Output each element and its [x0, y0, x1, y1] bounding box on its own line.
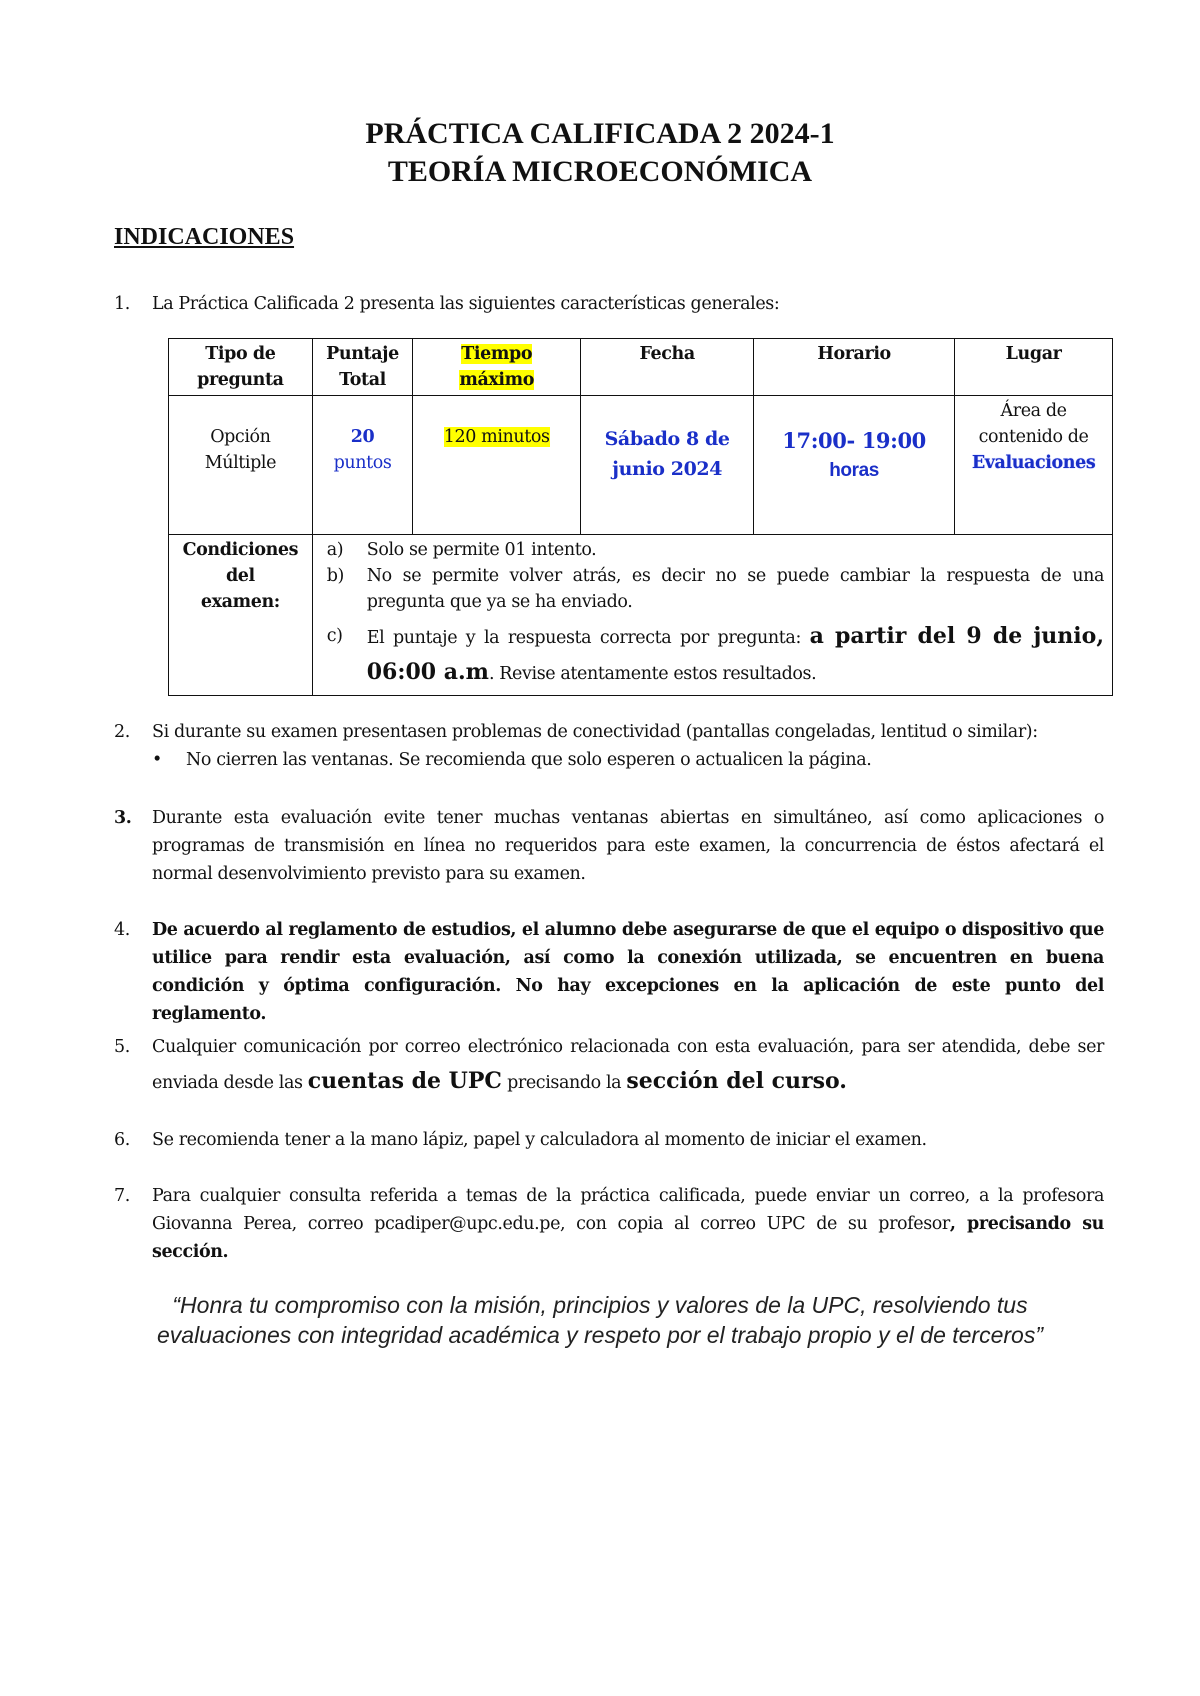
document-subtitle: TEORÍA MICROECONÓMICA	[387, 155, 813, 188]
cell-puntaje: 20 puntos	[312, 396, 413, 535]
cell-fecha: Sábado 8 de junio 2024	[581, 396, 754, 535]
item-number: 2.	[114, 722, 130, 742]
cell-lugar: Área de contenido de Evaluaciones	[955, 396, 1113, 535]
table-conditions-row	[169, 535, 1113, 696]
list-item-6	[114, 1126, 1104, 1154]
cell-tipo: Opción Múltiple	[169, 396, 313, 535]
list-item-3	[114, 804, 1104, 888]
item-number: 6.	[114, 1130, 130, 1150]
item-text: Si durante su examen presentasen problemas de conectividad (pantallas congeladas, lentitud o similar):	[152, 722, 1038, 742]
cell-conditions-list	[312, 535, 1112, 696]
list-item-5	[114, 1030, 1104, 1100]
header-cell-tiempo: Tiempo máximo	[413, 339, 581, 396]
item-number: 4.	[114, 920, 130, 940]
header-cell-puntaje: Puntaje Total	[312, 339, 413, 396]
header-cell-tipo: Tipo de pregunta	[169, 339, 313, 396]
cell-conditions-label: Condiciones del examen:	[169, 535, 313, 696]
condition-b: b) No se permite volver atrás, es decir no se puede cambiar la respuesta de una pregunta que ya se ha enviado.	[326, 566, 1104, 612]
table-header-row	[169, 339, 1113, 396]
document-title: PRÁCTICA CALIFICADA 2 2024-1	[365, 117, 835, 150]
item-text: De acuerdo al reglamento de estudios, el alumno debe asegurarse de que el equipo o dispositivo que utilice para rendir esta evaluación, así como la conexión utilizada, se encuentren en buena condición y óptima configuración. No hay excepciones en la aplicación de este punto del reglamento.	[152, 920, 1104, 1024]
condition-c: c) El puntaje y la respuesta correcta por pregunta: a partir del 9 de junio, 06:00 a.m. Revise atentamente estos resultados.	[326, 623, 1104, 685]
list-item-4	[114, 916, 1104, 1028]
item-number: 1.	[114, 294, 130, 314]
item-number: 3.	[114, 808, 132, 828]
exam-characteristics-table	[168, 338, 1113, 696]
item-text: Se recomienda tener a la mano lápiz, papel y calculadora al momento de iniciar el examen.	[152, 1130, 927, 1150]
item-text: La Práctica Calificada 2 presenta las siguientes características generales:	[152, 294, 780, 314]
integrity-quote-line-2: evaluaciones con integridad académica y respeto por el trabajo propio y el de terceros”	[156, 1322, 1043, 1348]
table-row	[169, 396, 1113, 535]
bullet-text: No cierren las ventanas. Se recomienda que solo esperen o actualicen la página.	[186, 750, 872, 770]
integrity-quote-line-1: “Honra tu compromiso con la misión, principios y valores de la UPC, resolviendo tus	[172, 1292, 1028, 1318]
header-cell-fecha: Fecha	[581, 339, 754, 396]
item-number: 7.	[114, 1186, 130, 1206]
section-heading: INDICACIONES	[114, 224, 295, 250]
item-text: Cualquier comunicación por correo electrónico relacionada con esta evaluación, para ser atendida, debe ser enviada desde las cuentas de UPC precisando la sección del curso.	[152, 1037, 1104, 1094]
list-item-7	[114, 1182, 1104, 1266]
condition-a: a) Solo se permite 01 intento.	[326, 540, 597, 560]
item-number: 5.	[114, 1037, 130, 1057]
bullet-item	[152, 746, 1092, 774]
cell-horario: 17:00- 19:00 horas	[754, 396, 955, 535]
item-text: Durante esta evaluación evite tener muchas ventanas abiertas en simultáneo, así como aplicaciones o programas de transmisión en línea no requeridos para este examen, la concurrencia de éstos afectará el normal desenvolvimiento previsto para su examen.	[152, 808, 1104, 884]
header-cell-lugar: Lugar	[955, 339, 1113, 396]
item-text: Para cualquier consulta referida a temas de la práctica calificada, puede enviar un correo, a la profesora Giovanna Perea, correo pcadiper@upc.edu.pe, con copia al correo UPC de su profesor, precisando su sección.	[152, 1186, 1104, 1262]
cell-tiempo: 120 minutos	[413, 396, 581, 535]
header-cell-horario: Horario	[754, 339, 955, 396]
conditions-list	[321, 537, 1104, 691]
list-item-2	[114, 718, 1104, 746]
list-item-1	[114, 290, 1104, 318]
bullet-icon: •	[152, 750, 162, 770]
